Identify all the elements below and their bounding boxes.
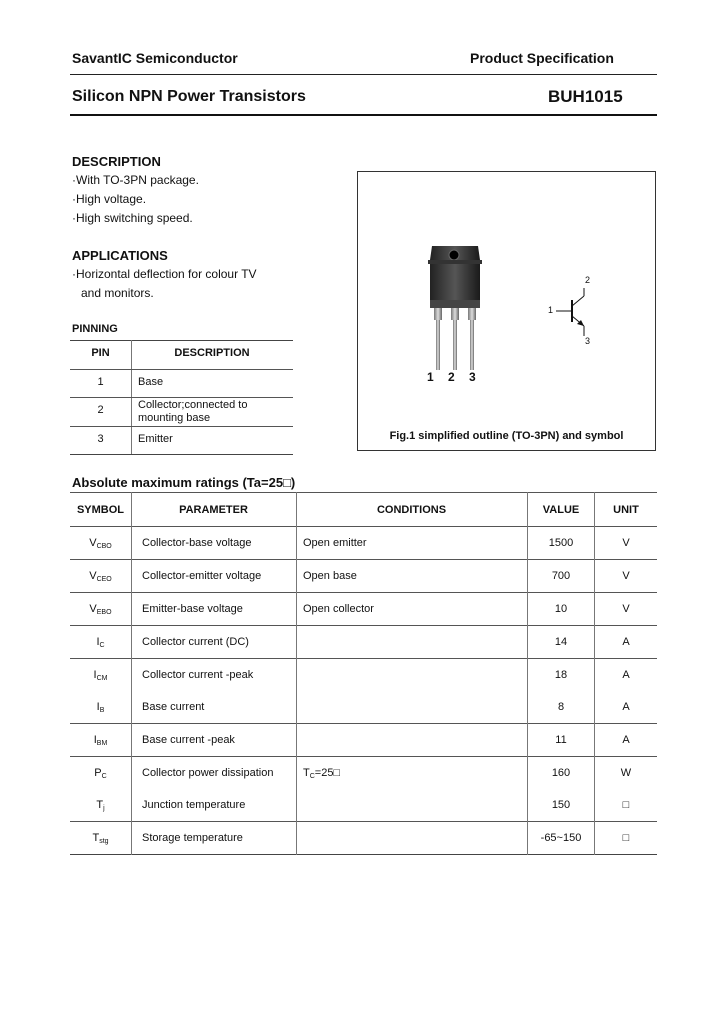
conditions-cell: Open emitter (297, 527, 528, 560)
company-name: SavantIC Semiconductor (72, 50, 238, 66)
package-pin-label: 1 (427, 370, 434, 384)
value-cell: 150 (528, 789, 595, 822)
table-row (70, 659, 657, 692)
parameter-cell: Collector current -peak (132, 659, 297, 692)
ratings-table (70, 492, 657, 855)
figure-box (357, 171, 656, 451)
conditions-cell (297, 822, 528, 855)
pin-description-cont: mounting base (138, 412, 211, 424)
parameter-header: PARAMETER (132, 493, 297, 527)
pin-table-rule (70, 397, 293, 398)
title-rule (70, 114, 657, 116)
symbol-cell: $I_C$ (96, 635, 105, 649)
parameter-cell: Emitter-base voltage (132, 593, 297, 626)
applications-line: ·Horizontal deflection for colour TV (72, 267, 257, 281)
symbol-cell: $T_j$ (96, 798, 105, 812)
part-number: BUH1015 (548, 87, 623, 106)
pin-description: Base (138, 376, 164, 388)
pin-number: 3 (97, 433, 104, 445)
conditions-header: CONDITIONS (297, 493, 528, 527)
pin-description: Emitter (138, 433, 173, 445)
parameter-cell: Collector-emitter voltage (132, 560, 297, 593)
npn-transistor-symbol-icon (540, 280, 600, 350)
ratings-header-row (70, 493, 657, 527)
symbol-cell: $I_B$ (96, 700, 105, 714)
description-line: ·With TO-3PN package. (72, 173, 199, 187)
pin-table-rule (70, 426, 293, 427)
pin-description: Collector;connected to (138, 399, 248, 411)
value-cell: 700 (528, 560, 595, 593)
parameter-cell: Collector-base voltage (132, 527, 297, 560)
product-line: Silicon NPN Power Transistors (72, 88, 306, 105)
value-cell: 11 (528, 724, 595, 757)
unit-cell: A (595, 691, 658, 724)
symbol-cell: $I_{CM}$ (93, 668, 108, 682)
table-row (70, 757, 657, 790)
to3pn-package-illustration (410, 240, 500, 380)
table-row (70, 626, 657, 659)
table-row (70, 560, 657, 593)
parameter-cell: Junction temperature (132, 789, 297, 822)
conditions-cell (297, 691, 528, 724)
conditions-cell: $T_C=25□$ (297, 757, 528, 790)
symbol-pin-label: 2 (585, 275, 591, 285)
conditions-cell: Open collector (297, 593, 528, 626)
symbol-pin-label: 3 (585, 336, 591, 346)
unit-cell: A (595, 626, 658, 659)
unit-cell: A (595, 659, 658, 692)
description-heading: DESCRIPTION (72, 154, 161, 169)
unit-cell: V (595, 593, 658, 626)
description-line: ·High switching speed. (72, 211, 193, 225)
conditions-cell (297, 789, 528, 822)
parameter-cell: Collector power dissipation (132, 757, 297, 790)
applications-line: and monitors. (81, 286, 154, 300)
symbol-cell: $V_{CBO}$ (89, 536, 112, 550)
value-cell: 10 (528, 593, 595, 626)
unit-cell: □ (595, 822, 658, 855)
pin-number: 2 (97, 404, 104, 416)
conditions-cell: Open base (297, 560, 528, 593)
table-row (70, 527, 657, 560)
symbol-pin-label: 1 (548, 305, 554, 315)
value-cell: 18 (528, 659, 595, 692)
parameter-cell: Collector current (DC) (132, 626, 297, 659)
symbol-cell: $T_{stg}$ (92, 831, 109, 845)
table-row (70, 822, 657, 855)
pin-number: 1 (97, 376, 104, 388)
unit-cell: V (595, 560, 658, 593)
pinning-heading: PINNING (72, 323, 118, 335)
value-header: VALUE (528, 493, 595, 527)
applications-heading: APPLICATIONS (72, 248, 168, 263)
value-cell: 1500 (528, 527, 595, 560)
symbol-cell: $V_{CEO}$ (89, 569, 112, 583)
pin-table-top-rule (70, 340, 293, 341)
description-line: ·High voltage. (72, 192, 147, 206)
symbol-cell: $P_C$ (94, 766, 107, 780)
pin-desc-col-header: DESCRIPTION (174, 347, 250, 359)
unit-header: UNIT (595, 493, 658, 527)
symbol-cell: $I_{BM}$ (93, 733, 108, 747)
header-rule (70, 74, 657, 75)
parameter-cell: Base current -peak (132, 724, 297, 757)
value-cell: -65~150 (528, 822, 595, 855)
document-type: Product Specification (470, 50, 614, 66)
value-cell: 8 (528, 691, 595, 724)
unit-cell: V (595, 527, 658, 560)
table-row (70, 789, 657, 822)
unit-cell: A (595, 724, 658, 757)
parameter-cell: Base current (132, 691, 297, 724)
table-row (70, 593, 657, 626)
value-cell: 14 (528, 626, 595, 659)
figure-caption: Fig.1 simplified outline (TO-3PN) and symbol (389, 430, 624, 442)
conditions-cell (297, 659, 528, 692)
package-pin-label: 2 (448, 370, 455, 384)
ratings-title: Absolute maximum ratings (Ta=25□) (72, 475, 296, 490)
parameter-cell: Storage temperature (132, 822, 297, 855)
table-row (70, 691, 657, 724)
pin-table-bottom-rule (70, 454, 293, 455)
symbol-header: SYMBOL (76, 503, 125, 516)
table-row (70, 724, 657, 757)
unit-cell: W (595, 757, 658, 790)
value-cell: 160 (528, 757, 595, 790)
pin-col-header: PIN (91, 347, 110, 359)
conditions-cell (297, 626, 528, 659)
conditions-cell (297, 724, 528, 757)
unit-cell: □ (595, 789, 658, 822)
package-pin-label: 3 (469, 370, 476, 384)
symbol-cell: $V_{EBO}$ (89, 602, 112, 616)
pin-table-rule (70, 369, 293, 370)
